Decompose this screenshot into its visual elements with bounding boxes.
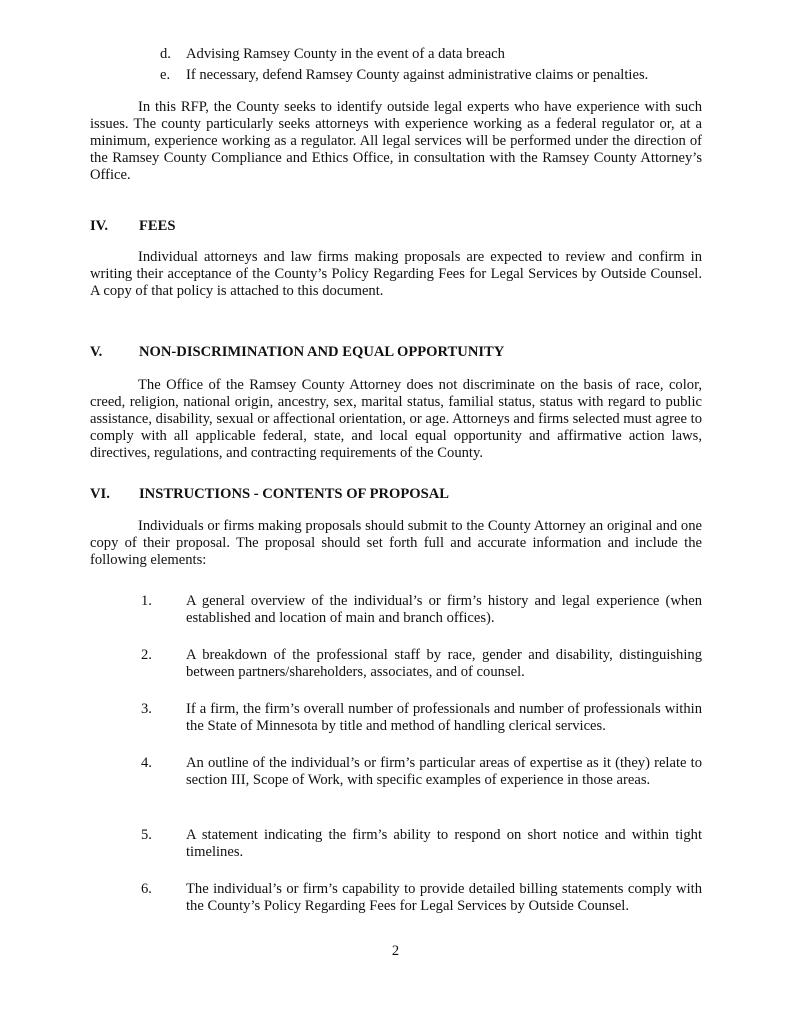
list-item-text: If necessary, defend Ramsey County against administrative claims or penalties. bbox=[186, 67, 649, 83]
section-title: NON-DISCRIMINATION AND EQUAL OPPORTUNITY bbox=[139, 344, 505, 360]
element-number: 3. bbox=[141, 701, 152, 717]
page-number: 2 bbox=[391, 943, 400, 959]
section-title: INSTRUCTIONS - CONTENTS OF PROPOSAL bbox=[139, 486, 450, 502]
list-marker: d. bbox=[160, 46, 171, 62]
list-marker: e. bbox=[160, 67, 171, 83]
element-number: 6. bbox=[141, 881, 152, 897]
element-text: A general overview of the individual’s or firm’s history and legal experience (when established and location of main and branch offices). bbox=[186, 593, 702, 626]
element-text: A statement indicating the firm’s ability to respond on short notice and within tight timelines. bbox=[186, 827, 702, 860]
section-number: V. bbox=[90, 344, 103, 360]
section-number: VI. bbox=[90, 486, 110, 502]
section-paragraph: Individuals or firms making proposals should submit to the County Attorney an original and one copy of their proposal. The proposal should set forth full and accurate information and include the following elements: bbox=[90, 518, 702, 568]
section-title: FEES bbox=[139, 218, 176, 234]
section-paragraph: The Office of the Ramsey County Attorney does not discriminate on the basis of race, color, creed, religion, national origin, ancestry, sex, marital status, familial status, status with regard to public assistance, disability, sexual or affectional orientation, or age. Attorneys and firms selected must agree to comply with all applicable federal, state, and local equal opportunity and affirmative action laws, directives, regulations, and contracting requirements of the County. bbox=[90, 377, 702, 461]
element-text: An outline of the individual’s or firm’s particular areas of expertise as it (they) relate to section III, Scope of Work, with specific examples of experience in those areas. bbox=[186, 755, 702, 788]
element-number: 1. bbox=[141, 593, 152, 609]
element-number: 2. bbox=[141, 647, 152, 663]
element-number: 4. bbox=[141, 755, 152, 771]
scope-paragraph: In this RFP, the County seeks to identify outside legal experts who have experience with such issues. The county particularly seeks attorneys with experience working as a federal regulator or, at a minimum, experience working as a regulator. All legal services will be performed under the direction of the Ramsey County Compliance and Ethics Office, in consultation with the Ramsey County Attorney’s Office. bbox=[90, 99, 702, 183]
element-number: 5. bbox=[141, 827, 152, 843]
section-number: IV. bbox=[90, 218, 108, 234]
list-item-text: Advising Ramsey County in the event of a data breach bbox=[186, 46, 505, 62]
section-paragraph: Individual attorneys and law firms making proposals are expected to review and confirm in writing their acceptance of the County’s Policy Regarding Fees for Legal Services by Outside Counsel. A copy of that policy is attached to this document. bbox=[90, 249, 702, 299]
element-text: The individual’s or firm’s capability to provide detailed billing statements comply with the County’s Policy Regarding Fees for Legal Services by Outside Counsel. bbox=[186, 881, 702, 914]
element-text: If a firm, the firm’s overall number of professionals and number of professionals within the State of Minnesota by title and method of handling clerical services. bbox=[186, 701, 702, 734]
element-text: A breakdown of the professional staff by race, gender and disability, distinguishing between partners/shareholders, associates, and of counsel. bbox=[186, 647, 702, 680]
